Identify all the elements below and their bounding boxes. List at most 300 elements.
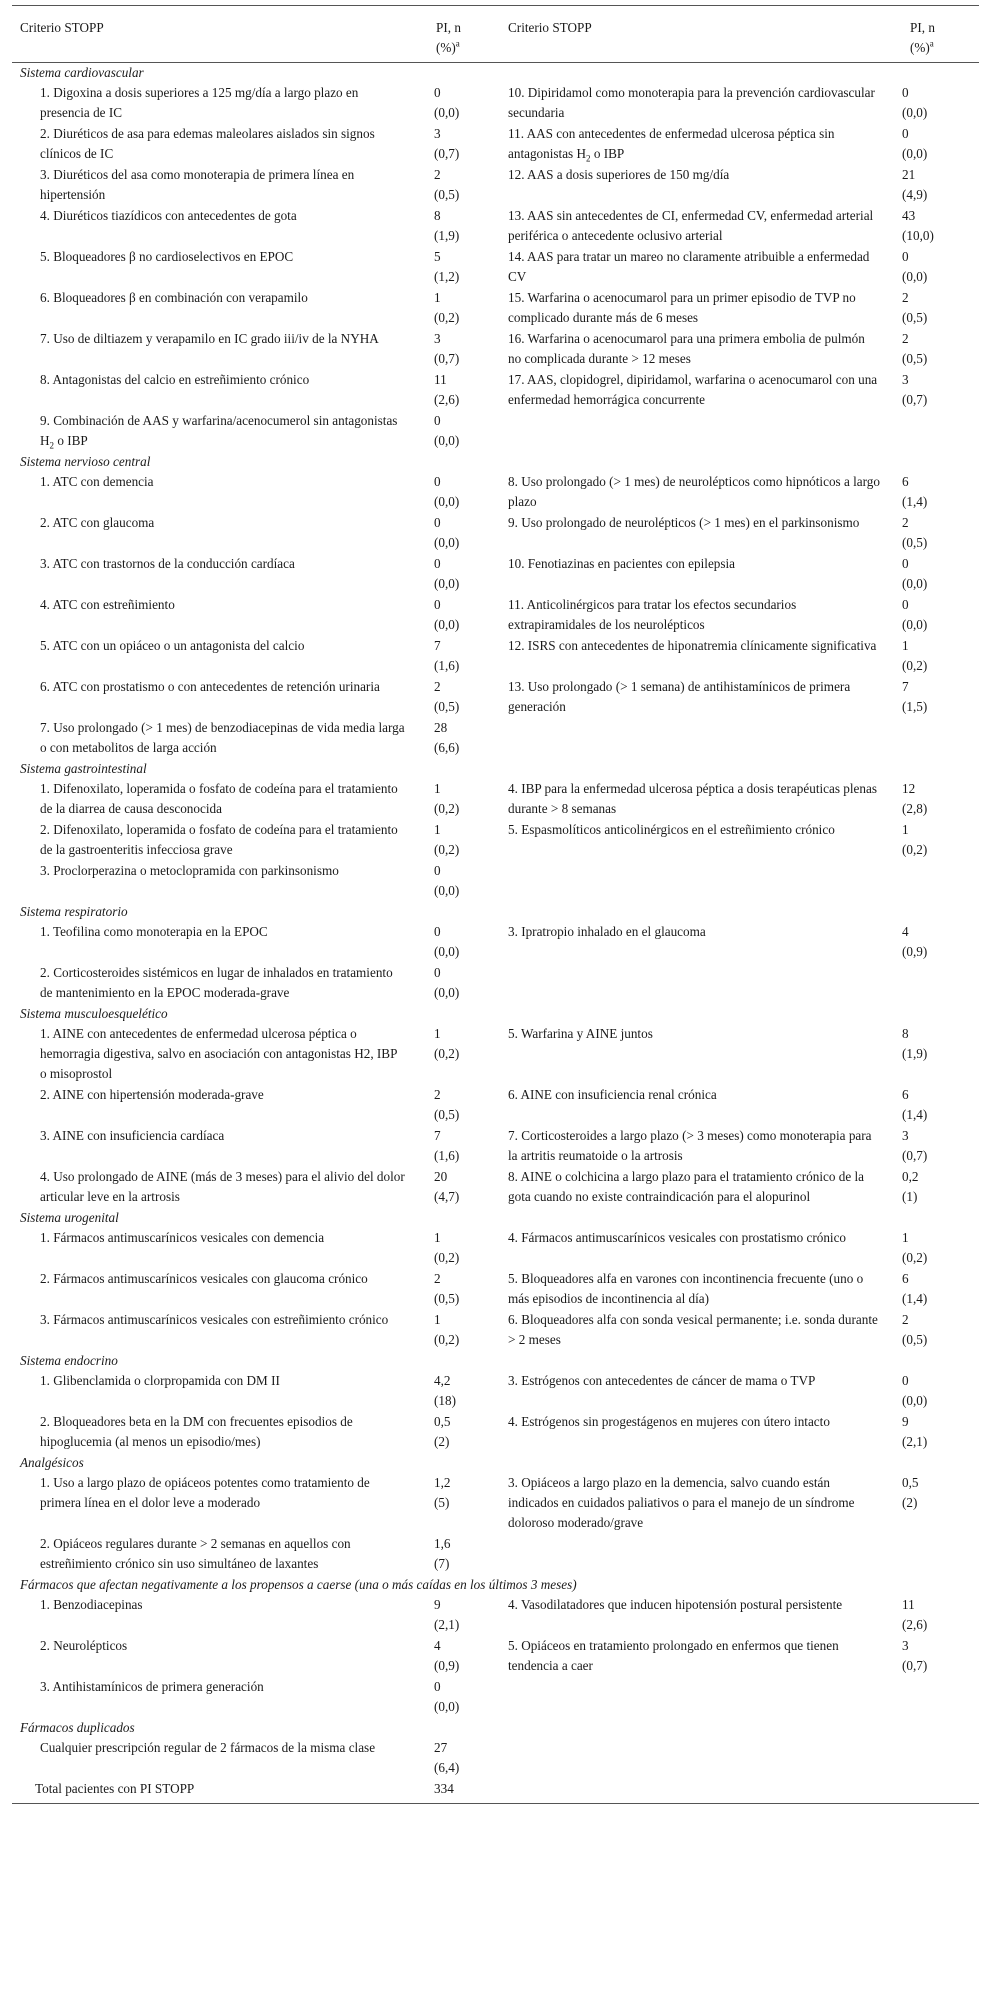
pi-count: 9 <box>902 1414 909 1429</box>
pi-count: 1 <box>902 1230 909 1245</box>
criterion-text: 11. Anticolinérgicos para tratar los efectos secundarios extrapiramidales de los neurolépticos <box>508 597 797 632</box>
table-row <box>12 411 979 452</box>
pi-cell-r <box>902 513 979 554</box>
table-row <box>12 779 979 820</box>
criterion-text: 7. Uso de diltiazem y verapamilo en IC grado iii/iv de la NYHA <box>40 331 379 346</box>
header-footnote-mark: a <box>929 38 934 49</box>
pi-cell-r <box>902 1677 979 1718</box>
header-criteria-left: Criterio STOPP <box>12 6 428 63</box>
criterion-cell-l <box>12 1167 428 1208</box>
criterion-cell-l <box>12 779 428 820</box>
criterion-cell-r <box>500 636 902 677</box>
criterion-text: 1. Benzodiacepinas <box>40 1597 143 1612</box>
pi-cell-r <box>902 1738 979 1779</box>
criterion-cell-r <box>500 677 902 718</box>
pi-cell-l <box>428 83 500 124</box>
pi-percent: (2) <box>902 1495 918 1510</box>
pi-percent: (0,0) <box>434 883 460 898</box>
pi-cell-r <box>902 1534 979 1575</box>
pi-percent: (1,6) <box>434 658 460 673</box>
criterion-cell-l <box>12 329 428 370</box>
pi-percent: (0,7) <box>902 1658 928 1673</box>
pi-count: 0 <box>902 1373 909 1388</box>
criterion-cell-l <box>12 820 428 861</box>
pi-count: 1 <box>902 822 909 837</box>
pi-count: 0 <box>902 597 909 612</box>
criterion-cell-l <box>12 1636 428 1677</box>
pi-percent: (1,6) <box>434 1148 460 1163</box>
pi-count: 7 <box>434 638 441 653</box>
pi-cell-l <box>428 1310 500 1351</box>
table-row <box>12 861 979 902</box>
section-title: Sistema gastrointestinal <box>20 761 147 776</box>
pi-count: 4,2 <box>434 1373 451 1388</box>
pi-cell-l <box>428 1085 500 1126</box>
criterion-subscript: 2 <box>49 440 55 451</box>
criterion-cell-r <box>500 165 902 206</box>
criterion-cell-r <box>500 1269 902 1310</box>
criterion-cell-r <box>500 124 902 165</box>
section-header <box>12 1453 979 1473</box>
criterion-cell-l <box>12 1085 428 1126</box>
criterion-cell-r <box>500 329 902 370</box>
pi-cell-l <box>428 247 500 288</box>
pi-cell-l <box>428 820 500 861</box>
pi-cell-r <box>902 1595 979 1636</box>
criterion-text: 10. Fenotiazinas en pacientes con epilepsia <box>508 556 736 571</box>
table-row <box>12 370 979 411</box>
pi-cell-l <box>428 1126 500 1167</box>
criterion-cell-l <box>12 1310 428 1351</box>
pi-percent: (4,9) <box>902 187 928 202</box>
pi-count: 2 <box>434 167 441 182</box>
criterion-cell-l <box>12 1269 428 1310</box>
pi-cell-r <box>902 922 979 963</box>
pi-cell-r <box>902 1310 979 1351</box>
criterion-text: 6. Bloqueadores β en combinación con verapamilo <box>40 290 308 305</box>
criterion-text: 6. AINE con insuficiencia renal crónica <box>508 1087 717 1102</box>
table-row <box>12 329 979 370</box>
pi-count: 0 <box>902 249 909 264</box>
criterion-cell-l <box>12 411 428 452</box>
criterion-cell-r <box>500 1595 902 1636</box>
criterion-cell-r <box>500 411 902 452</box>
criterion-cell-l <box>12 677 428 718</box>
criterion-cell-l <box>12 370 428 411</box>
criterion-cell-l <box>12 165 428 206</box>
table-row <box>12 677 979 718</box>
pi-count: 0 <box>434 1679 441 1694</box>
criterion-cell-l <box>12 1412 428 1453</box>
pi-count: 3 <box>434 331 441 346</box>
criterion-text: 4. Fármacos antimuscarínicos vesicales con prostatismo crónico <box>508 1230 847 1245</box>
pi-count: 1 <box>434 290 441 305</box>
pi-percent: (2) <box>434 1434 450 1449</box>
pi-percent: (0,2) <box>434 1046 460 1061</box>
pi-percent: (0,7) <box>902 1148 928 1163</box>
pi-count: 0 <box>434 965 441 980</box>
pi-count: 1 <box>434 822 441 837</box>
criterion-cell-l <box>12 1126 428 1167</box>
table-row <box>12 595 979 636</box>
pi-cell-r <box>902 411 979 452</box>
pi-count: 27 <box>434 1740 448 1755</box>
pi-cell-l <box>428 288 500 329</box>
criterion-text: 14. AAS para tratar un mareo no claramente atribuible a enfermedad CV <box>508 249 870 284</box>
criterion-cell-r <box>500 718 902 759</box>
pi-count: 28 <box>434 720 448 735</box>
pi-percent: (2,6) <box>902 1617 928 1632</box>
criterion-text: 2. Difenoxilato, loperamida o fosfato de codeína para el tratamiento de la gastroenteritis infecciosa grave <box>40 822 398 857</box>
criterion-text: 8. Antagonistas del calcio en estreñimiento crónico <box>40 372 310 387</box>
pi-count: 3 <box>902 372 909 387</box>
criterion-text: 2. Fármacos antimuscarínicos vesicales con glaucoma crónico <box>40 1271 368 1286</box>
table-row <box>12 1126 979 1167</box>
pi-percent: (0,0) <box>902 269 928 284</box>
pi-cell-l <box>428 1024 500 1085</box>
pi-percent: (0,7) <box>434 146 460 161</box>
criterion-cell-r <box>500 861 902 902</box>
criterion-cell-r <box>500 247 902 288</box>
section-title: Sistema endocrino <box>20 1353 118 1368</box>
criterion-text: 3. Fármacos antimuscarínicos vesicales con estreñimiento crónico <box>40 1312 389 1327</box>
pi-cell-r <box>902 677 979 718</box>
pi-cell-r <box>902 472 979 513</box>
pi-count: 4 <box>902 924 909 939</box>
pi-count: 2 <box>434 1087 441 1102</box>
pi-count: 0 <box>434 597 441 612</box>
criterion-text: 5. Bloqueadores β no cardioselectivos en EPOC <box>40 249 294 264</box>
criterion-cell-l <box>12 513 428 554</box>
pi-count: 0 <box>902 85 909 100</box>
criterion-cell-l <box>12 595 428 636</box>
pi-count: 2 <box>902 1312 909 1327</box>
pi-percent: (1,4) <box>902 494 928 509</box>
pi-count: 9 <box>434 1597 441 1612</box>
criterion-text: 1. ATC con demencia <box>40 474 154 489</box>
pi-percent: (0,2) <box>434 842 460 857</box>
criterion-cell-l <box>12 554 428 595</box>
pi-count: 1 <box>434 1026 441 1041</box>
table-row <box>12 1085 979 1126</box>
pi-percent: (0,0) <box>902 146 928 161</box>
table-row <box>12 1269 979 1310</box>
pi-cell-l <box>428 124 500 165</box>
pi-cell-l <box>428 922 500 963</box>
pi-count: 2 <box>902 290 909 305</box>
pi-cell-r <box>902 165 979 206</box>
pi-percent: (0,2) <box>902 1250 928 1265</box>
pi-percent: (0,5) <box>434 187 460 202</box>
criterion-text: 9. Combinación de AAS y warfarina/acenocumerol sin antagonistas H <box>40 413 398 448</box>
criterion-cell-r <box>500 1310 902 1351</box>
criterion-cell-r <box>500 288 902 329</box>
criterion-cell-l <box>12 1677 428 1718</box>
criterion-cell-r <box>500 1534 902 1575</box>
table-row <box>12 1473 979 1534</box>
criterion-cell-r <box>500 1085 902 1126</box>
criterion-cell-r <box>500 1228 902 1269</box>
pi-cell-l <box>428 1167 500 1208</box>
pi-count: 2 <box>434 1271 441 1286</box>
pi-percent: (1,4) <box>902 1107 928 1122</box>
criterion-text: Cualquier prescripción regular de 2 fármacos de la misma clase <box>40 1740 376 1755</box>
pi-count: 7 <box>902 679 909 694</box>
criterion-text: 3. Diuréticos del asa como monoterapia de primera línea en hipertensión <box>40 167 355 202</box>
total-row <box>12 1779 979 1804</box>
pi-percent: (6,6) <box>434 740 460 755</box>
criterion-text: 2. AINE con hipertensión moderada-grave <box>40 1087 264 1102</box>
pi-percent: (0,5) <box>902 310 928 325</box>
pi-percent: (0,5) <box>902 535 928 550</box>
criterion-text: 13. AAS sin antecedentes de CI, enfermedad CV, enfermedad arterial periférica o antecedente oclusivo arterial <box>508 208 874 243</box>
table-row <box>12 1677 979 1718</box>
table-row <box>12 288 979 329</box>
pi-cell-r <box>902 206 979 247</box>
criterion-cell-r <box>500 554 902 595</box>
table-row <box>12 206 979 247</box>
table-row <box>12 1024 979 1085</box>
criterion-cell-r <box>500 779 902 820</box>
pi-cell-r <box>902 1473 979 1534</box>
criterion-text: 8. Uso prolongado (> 1 mes) de neurolépticos como hipnóticos a largo plazo <box>508 474 880 509</box>
pi-percent: (0,0) <box>434 985 460 1000</box>
criterion-cell-r <box>500 922 902 963</box>
header-pi-right <box>902 6 979 63</box>
pi-cell-r <box>902 820 979 861</box>
criterion-cell-r <box>500 472 902 513</box>
pi-percent: (0,9) <box>434 1658 460 1673</box>
pi-count: 5 <box>434 249 441 264</box>
table-row <box>12 83 979 124</box>
pi-percent: (18) <box>434 1393 456 1408</box>
section-title: Analgésicos <box>20 1455 84 1470</box>
pi-cell-l <box>428 1534 500 1575</box>
pi-cell-l <box>428 595 500 636</box>
pi-percent: (10,0) <box>902 228 934 243</box>
criterion-text: 1. AINE con antecedentes de enfermedad ulcerosa péptica o hemorragia digestiva, salvo en asociación con antagonistas H2, IBP o misoprostol <box>40 1026 397 1081</box>
section-header <box>12 1351 979 1371</box>
pi-percent: (1,2) <box>434 269 460 284</box>
pi-percent: (0,0) <box>434 105 460 120</box>
criterion-text: 1. Glibenclamida o clorpropamida con DM II <box>40 1373 280 1388</box>
pi-count: 0 <box>902 126 909 141</box>
section-title: Sistema urogenital <box>20 1210 119 1225</box>
pi-percent: (4,7) <box>434 1189 460 1204</box>
header-pi-label: PI, n <box>436 20 461 35</box>
criterion-cell-r <box>500 1167 902 1208</box>
pi-count: 2 <box>434 679 441 694</box>
empty-cell <box>902 1779 979 1804</box>
criterion-text: 17. AAS, clopidogrel, dipiridamol, warfarina o acenocumarol con una enfermedad hemorrágica concurrente <box>508 372 878 407</box>
criterion-cell-r <box>500 83 902 124</box>
criterion-text: 6. Bloqueadores alfa con sonda vesical permanente; i.e. sonda durante > 2 meses <box>508 1312 878 1347</box>
pi-percent: (0,2) <box>902 658 928 673</box>
pi-cell-r <box>902 718 979 759</box>
pi-cell-r <box>902 554 979 595</box>
criterion-text: 7. Corticosteroides a largo plazo (> 3 meses) como monoterapia para la artritis reumatoide o la artrosis <box>508 1128 872 1163</box>
pi-cell-l <box>428 1269 500 1310</box>
pi-percent: (0,5) <box>434 1291 460 1306</box>
criterion-cell-l <box>12 1534 428 1575</box>
pi-cell-l <box>428 472 500 513</box>
criterion-text: 1. Difenoxilato, loperamida o fosfato de codeína para el tratamiento de la diarrea de causa desconocida <box>40 781 398 816</box>
pi-cell-r <box>902 329 979 370</box>
pi-cell-r <box>902 1024 979 1085</box>
section-header <box>12 759 979 779</box>
section-title: Sistema musculoesquelético <box>20 1006 168 1021</box>
pi-percent: (0,5) <box>902 1332 928 1347</box>
criterion-cell-l <box>12 636 428 677</box>
criterion-text: 3. Proclorperazina o metoclopramida con parkinsonismo <box>40 863 339 878</box>
criterion-text: 3. Opiáceos a largo plazo en la demencia, salvo cuando están indicados en cuidados paliativos o para el manejo de un síndrome doloroso moderado/grave <box>508 1475 855 1530</box>
table-row <box>12 1636 979 1677</box>
table-body <box>12 63 979 1804</box>
criterion-cell-r <box>500 1371 902 1412</box>
pi-count: 7 <box>434 1128 441 1143</box>
pi-percent: (1,4) <box>902 1291 928 1306</box>
pi-cell-l <box>428 370 500 411</box>
pi-cell-r <box>902 1371 979 1412</box>
criterion-text: 13. Uso prolongado (> 1 semana) de antihistamínicos de primera generación <box>508 679 851 714</box>
criterion-cell-l <box>12 718 428 759</box>
table-row <box>12 472 979 513</box>
pi-percent: (0,0) <box>902 576 928 591</box>
table-row <box>12 1167 979 1208</box>
criterion-cell-l <box>12 124 428 165</box>
pi-count: 2 <box>902 331 909 346</box>
criterion-cell-l <box>12 206 428 247</box>
pi-cell-l <box>428 1371 500 1412</box>
section-title: Sistema cardiovascular <box>20 65 144 80</box>
pi-count: 0 <box>434 85 441 100</box>
pi-count: 11 <box>902 1597 915 1612</box>
criterion-text: 1. Fármacos antimuscarínicos vesicales con demencia <box>40 1230 325 1245</box>
criterion-cell-r <box>500 963 902 1004</box>
criterion-cell-r <box>500 1024 902 1085</box>
pi-percent: (7) <box>434 1556 450 1571</box>
pi-percent: (0,7) <box>902 392 928 407</box>
criterion-text: 2. Opiáceos regulares durante > 2 semanas en aquellos con estreñimiento crónico sin uso simultáneo de laxantes <box>40 1536 351 1571</box>
criterion-text: 11. AAS con antecedentes de enfermedad ulcerosa péptica sin antagonistas H <box>508 126 835 161</box>
table-row <box>12 820 979 861</box>
pi-cell-l <box>428 329 500 370</box>
criterion-cell-l <box>12 922 428 963</box>
criterion-cell-l <box>12 1024 428 1085</box>
pi-percent: (0,2) <box>434 801 460 816</box>
table-row <box>12 1595 979 1636</box>
pi-cell-l <box>428 861 500 902</box>
table-row <box>12 1371 979 1412</box>
criterion-cell-r <box>500 1473 902 1534</box>
pi-cell-l <box>428 165 500 206</box>
pi-percent: (1,9) <box>434 228 460 243</box>
criterion-text: 1. Teofilina como monoterapia en la EPOC <box>40 924 268 939</box>
pi-cell-r <box>902 1167 979 1208</box>
pi-percent: (0,0) <box>902 105 928 120</box>
pi-percent: (0,2) <box>434 310 460 325</box>
section-title: Sistema respiratorio <box>20 904 128 919</box>
pi-cell-r <box>902 861 979 902</box>
pi-count: 6 <box>902 1087 909 1102</box>
criterion-text: 3. AINE con insuficiencia cardíaca <box>40 1128 225 1143</box>
criterion-text: 5. Warfarina y AINE juntos <box>508 1026 653 1041</box>
pi-count: 3 <box>902 1638 909 1653</box>
pi-percent: (0,5) <box>902 351 928 366</box>
section-title: Sistema nervioso central <box>20 454 151 469</box>
pi-count: 0 <box>434 556 441 571</box>
section-header <box>12 1004 979 1024</box>
header-pct-label: (%) <box>910 40 930 55</box>
criterion-cell-l <box>12 963 428 1004</box>
pi-count: 12 <box>902 781 916 796</box>
pi-count: 0,5 <box>434 1414 451 1429</box>
criterion-text: 3. Antihistamínicos de primera generación <box>40 1679 264 1694</box>
pi-percent: (6,4) <box>434 1760 460 1775</box>
criterion-cell-l <box>12 1595 428 1636</box>
criterion-text: 1. Digoxina a dosis superiores a 125 mg/día a largo plazo en presencia de IC <box>40 85 359 120</box>
criterion-cell-r <box>500 1677 902 1718</box>
pi-cell-l <box>428 1473 500 1534</box>
header-criteria-right: Criterio STOPP <box>500 6 902 63</box>
section-header <box>12 902 979 922</box>
criterion-text: 7. Uso prolongado (> 1 mes) de benzodiacepinas de vida media larga o con metabolitos de larga acción <box>40 720 405 755</box>
table-row <box>12 513 979 554</box>
pi-percent: (0,0) <box>434 494 460 509</box>
section-header <box>12 63 979 84</box>
criterion-cell-r <box>500 1126 902 1167</box>
pi-count: 0,5 <box>902 1475 919 1490</box>
pi-count: 20 <box>434 1169 448 1184</box>
pi-cell-l <box>428 636 500 677</box>
criterion-cell-l <box>12 83 428 124</box>
pi-count: 1 <box>434 1312 441 1327</box>
pi-percent: (0,0) <box>434 433 460 448</box>
table-row <box>12 1412 979 1453</box>
pi-count: 0 <box>434 413 441 428</box>
pi-cell-r <box>902 963 979 1004</box>
criterion-cell-r <box>500 370 902 411</box>
criterion-text: 6. ATC con prostatismo o con antecedentes de retención urinaria <box>40 679 380 694</box>
pi-cell-r <box>902 1636 979 1677</box>
criterion-text: 12. AAS a dosis superiores de 150 mg/día <box>508 167 730 182</box>
total-label: Total pacientes con PI STOPP <box>12 1779 428 1804</box>
table-row <box>12 1534 979 1575</box>
pi-percent: (0,0) <box>902 1393 928 1408</box>
section-title: Fármacos duplicados <box>20 1720 135 1735</box>
criterion-cell-r <box>500 1412 902 1453</box>
criterion-cell-r <box>500 820 902 861</box>
criterion-cell-l <box>12 861 428 902</box>
pi-cell-r <box>902 288 979 329</box>
pi-cell-r <box>902 636 979 677</box>
pi-percent: (2,1) <box>434 1617 460 1632</box>
pi-percent: (0,7) <box>434 351 460 366</box>
pi-cell-r <box>902 1269 979 1310</box>
pi-percent: (0,0) <box>434 617 460 632</box>
table-row <box>12 554 979 595</box>
pi-cell-r <box>902 247 979 288</box>
criterion-text: 4. ATC con estreñimiento <box>40 597 175 612</box>
criterion-cell-l <box>12 1473 428 1534</box>
section-header <box>12 1208 979 1228</box>
pi-cell-l <box>428 1636 500 1677</box>
pi-percent: (2,1) <box>902 1434 928 1449</box>
pi-cell-l <box>428 1677 500 1718</box>
pi-percent: (0,0) <box>434 944 460 959</box>
pi-cell-l <box>428 963 500 1004</box>
pi-percent: (0,5) <box>434 699 460 714</box>
